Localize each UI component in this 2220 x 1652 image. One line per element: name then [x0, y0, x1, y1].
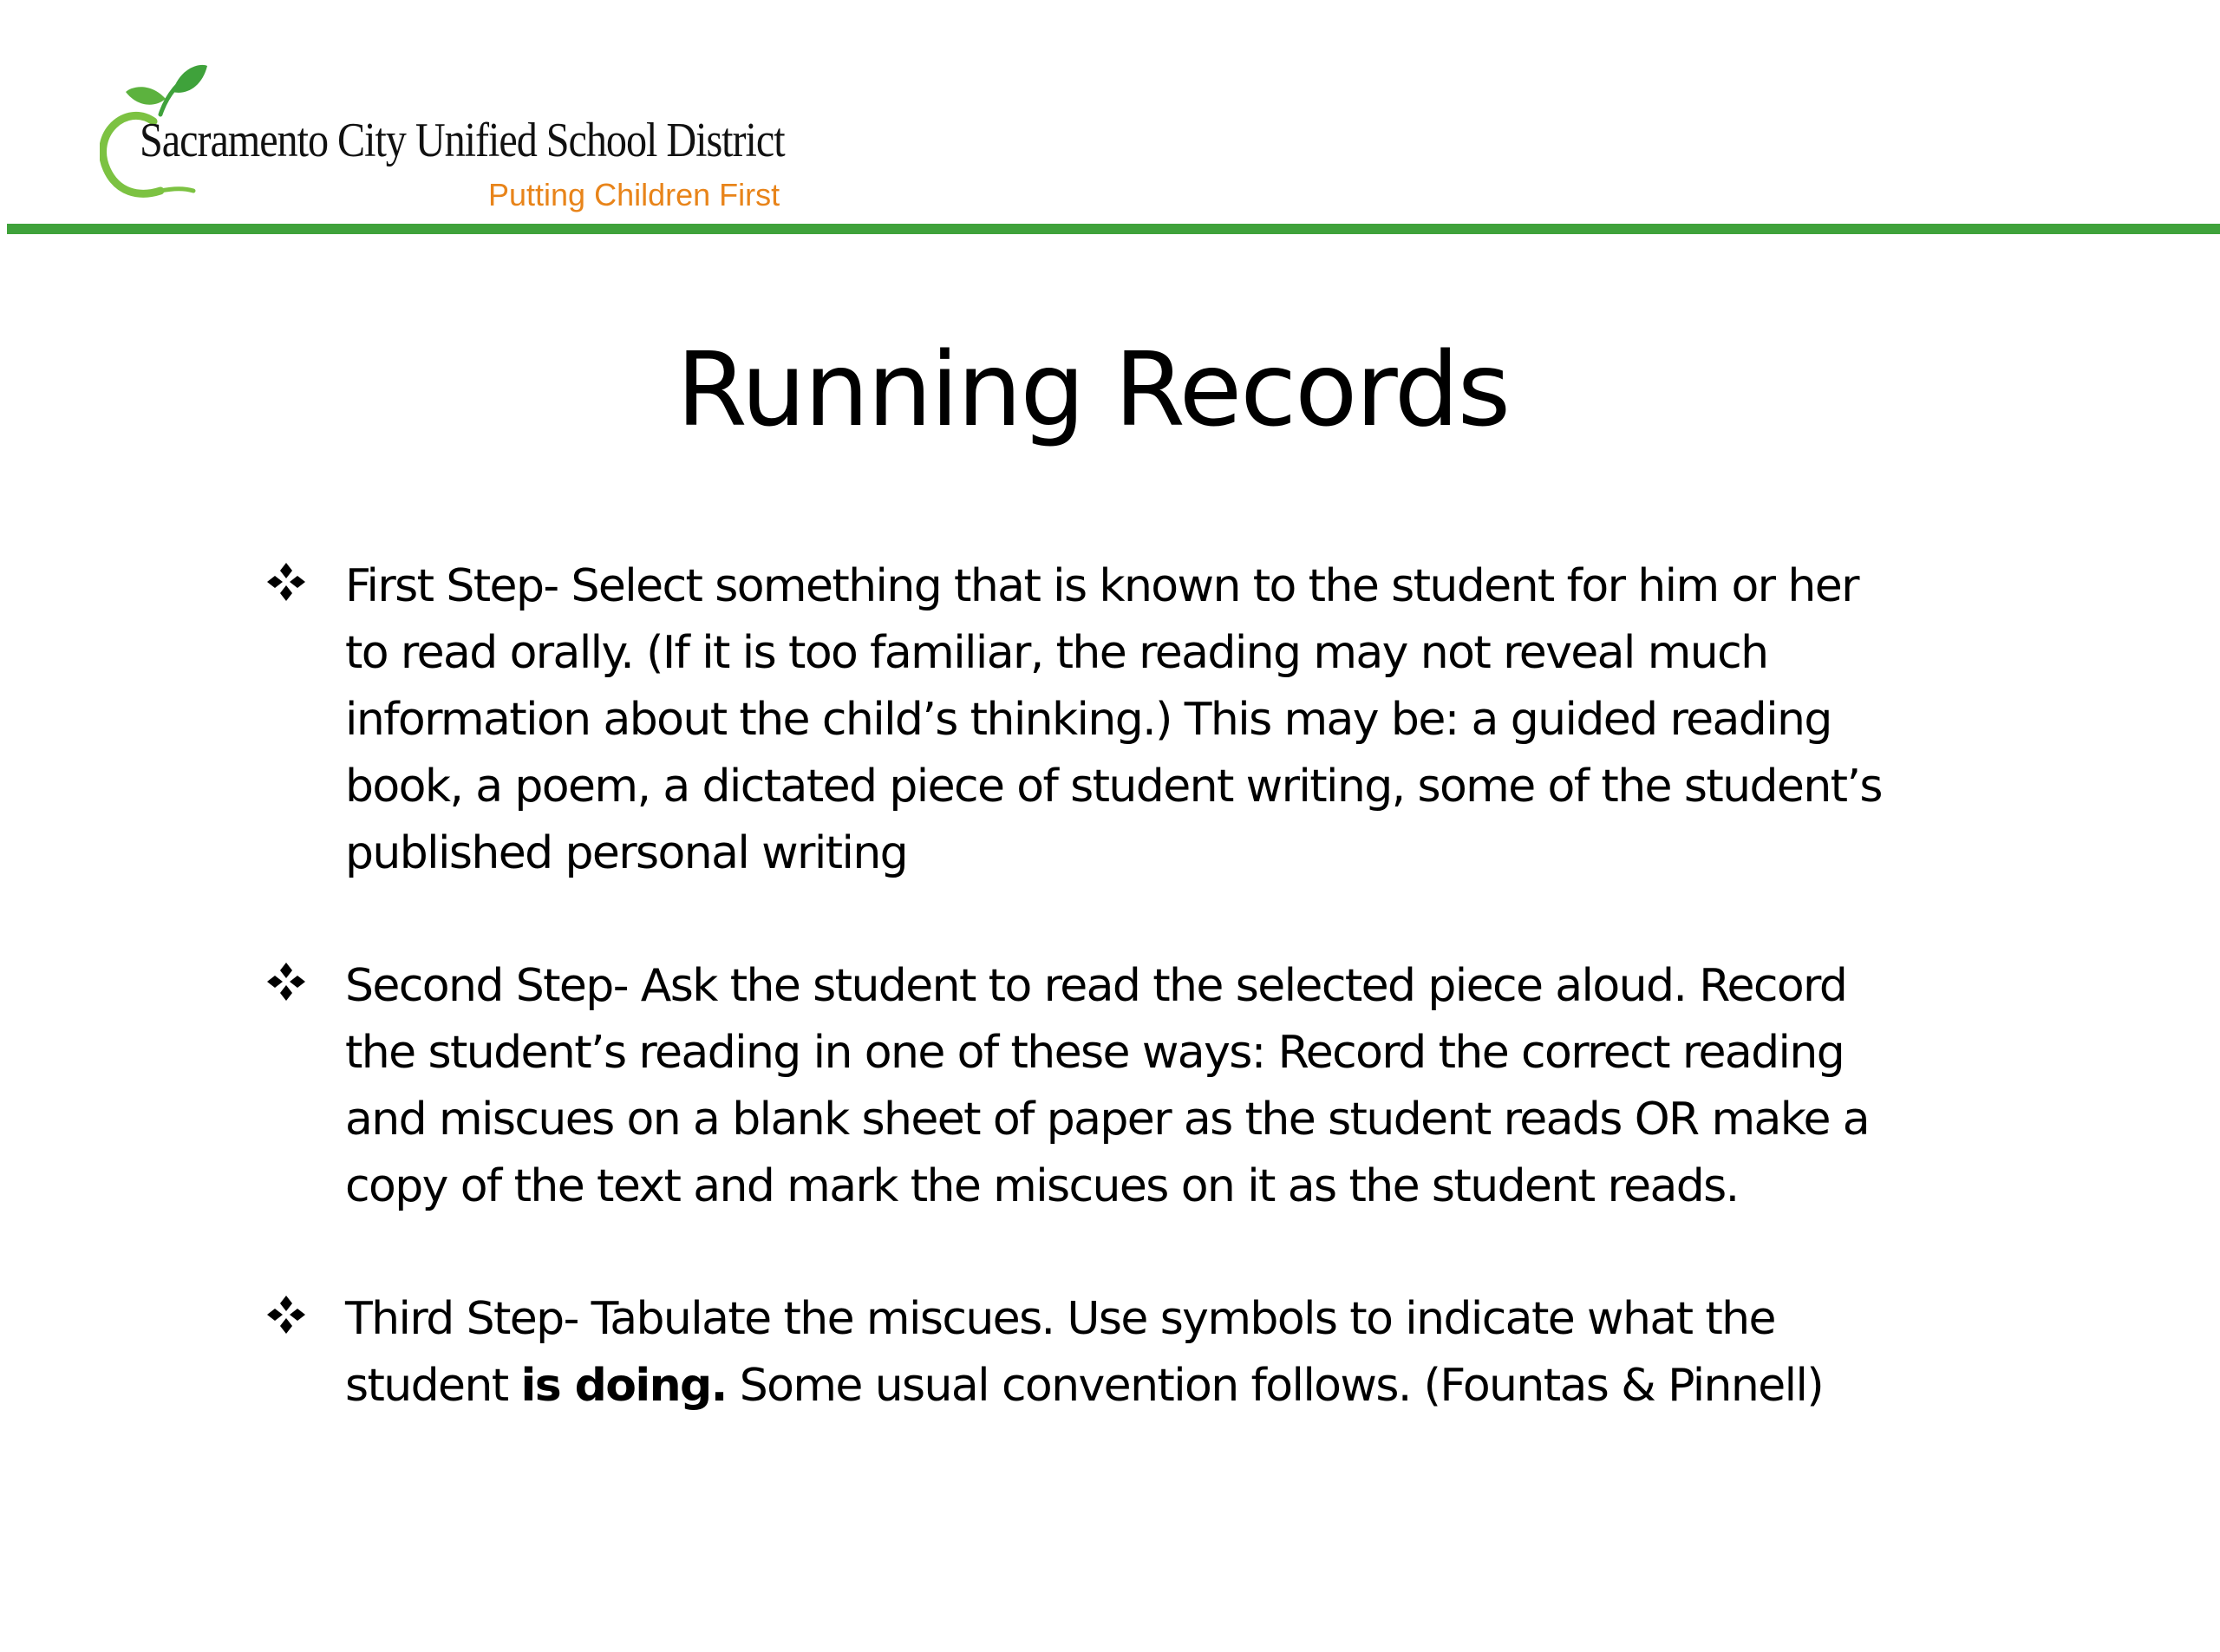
list-item-second-step	[264, 953, 2034, 1220]
four-diamond-bullet-icon	[264, 960, 308, 1003]
third-step-text	[345, 1286, 2034, 1420]
second-step-text: Second Step- Ask the student to read the selected piece aloud. Record the student’s reading in one of these ways: Record the correct reading and miscues on a blank sheet of paper as the student reads OR make a copy of the text and mark the miscues on it as the student reads.	[345, 960, 1870, 1212]
third-step-text-start: Third Step- Tabulate the miscues. Use symbols to indicate what the student	[345, 1293, 1775, 1412]
list-item-first-step	[264, 553, 2034, 887]
four-diamond-bullet-icon	[264, 1293, 308, 1336]
list-item-third-step	[264, 1286, 2034, 1420]
slide-header	[0, 0, 2220, 243]
steps-list	[264, 553, 2034, 1420]
first-step-text: First Step- Select something that is known to the student for him or her to read orally. (If it is too familiar, the reading may not reveal much information about the child’s thinking.) This may be: a guided reading book, a poem, a dictated piece of student writing, some of the student’s published personal writing	[345, 560, 1882, 879]
district-logo	[100, 61, 846, 212]
third-step-emphasis: is doing.	[520, 1360, 727, 1412]
four-diamond-bullet-icon	[264, 560, 308, 604]
header-divider	[7, 224, 2220, 234]
third-step-text-end: Some usual convention follows. (Fountas & Pinnell)	[726, 1360, 1824, 1412]
district-tagline: Putting Children First	[488, 177, 780, 212]
district-name: Sacramento City Unified School District	[140, 114, 785, 167]
slide-title: Running Records	[676, 330, 1510, 449]
